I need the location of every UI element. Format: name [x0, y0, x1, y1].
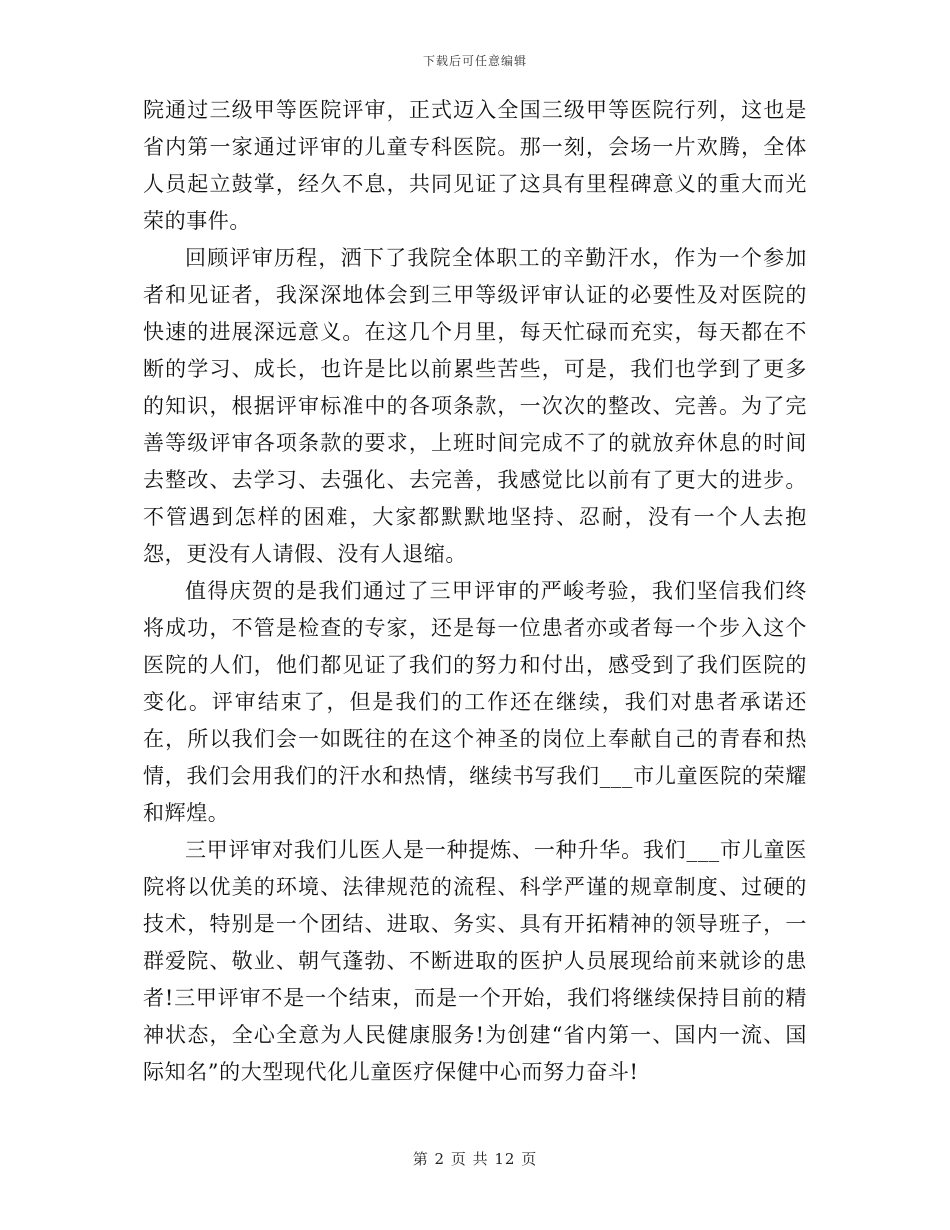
paragraph-3: 值得庆贺的是我们通过了三甲评审的严峻考验，我们坚信我们终将成功，不管是检查的专家，还是每一位患者亦或者每一个步入这个医院的人们，他们都见证了我们的努力和付出，感受到了我们医院的变化。评审结束了，但是我们的工作还在继续，我们对患者承诺还在，所以我们会一如既往的在这个神圣的岗位上奉献自己的青春和热情，我们会用我们的汗水和热情，继续书写我们___市儿童医院的荣耀和辉煌。: [143, 579, 807, 825]
document-body: [143, 92, 807, 1091]
paragraph-4: 三甲评审对我们儿医人是一种提炼、一种升华。我们___市儿童医院将以优美的环境、法律规范的流程、科学严谨的规章制度、过硬的技术，特别是一个团结、进取、务实、具有开拓精神的领导班子，一群爱院、敬业、朝气蓬勃、不断进取的医护人员展现给前来就诊的患者!三甲评审不是一个结束，而是一个开始，我们将继续保持目前的精神状态，全心全意为人民健康服务!为创建“省内第一、国内一流、国际知名”的大型现代化儿童医疗保健中心而努力奋斗!: [143, 838, 807, 1084]
paragraph-2: 回顾评审历程，洒下了我院全体职工的辛勤汗水，作为一个参加者和见证者，我深深地体会到三甲等级评审认证的必要性及对医院的快速的进展深远意义。在这几个月里，每天忙碌而充实，每天都在不断的学习、成长，也许是比以前累些苦些，可是，我们也学到了更多的知识，根据评审标准中的各项条款，一次次的整改、完善。为了完善等级评审各项条款的要求，上班时间完成不了的就放弃休息的时间去整改、去学习、去强化、去完善，我感觉比以前有了更大的进步。不管遇到怎样的困难，大家都默默地坚持、忍耐，没有一个人去抱怨，更没有人请假、没有人退缩。: [143, 246, 807, 566]
page-header: 下载后可任意编辑: [422, 54, 527, 68]
page-number-footer: 第 2 页 共 12 页: [412, 1150, 538, 1168]
paragraph-1: 院通过三级甲等医院评审，正式迈入全国三级甲等医院行列，这也是省内第一家通过评审的儿童专科医院。那一刻，会场一片欢腾，全体人员起立鼓掌，经久不息，共同见证了这具有里程碑意义的重大而光荣的事件。: [143, 98, 807, 233]
